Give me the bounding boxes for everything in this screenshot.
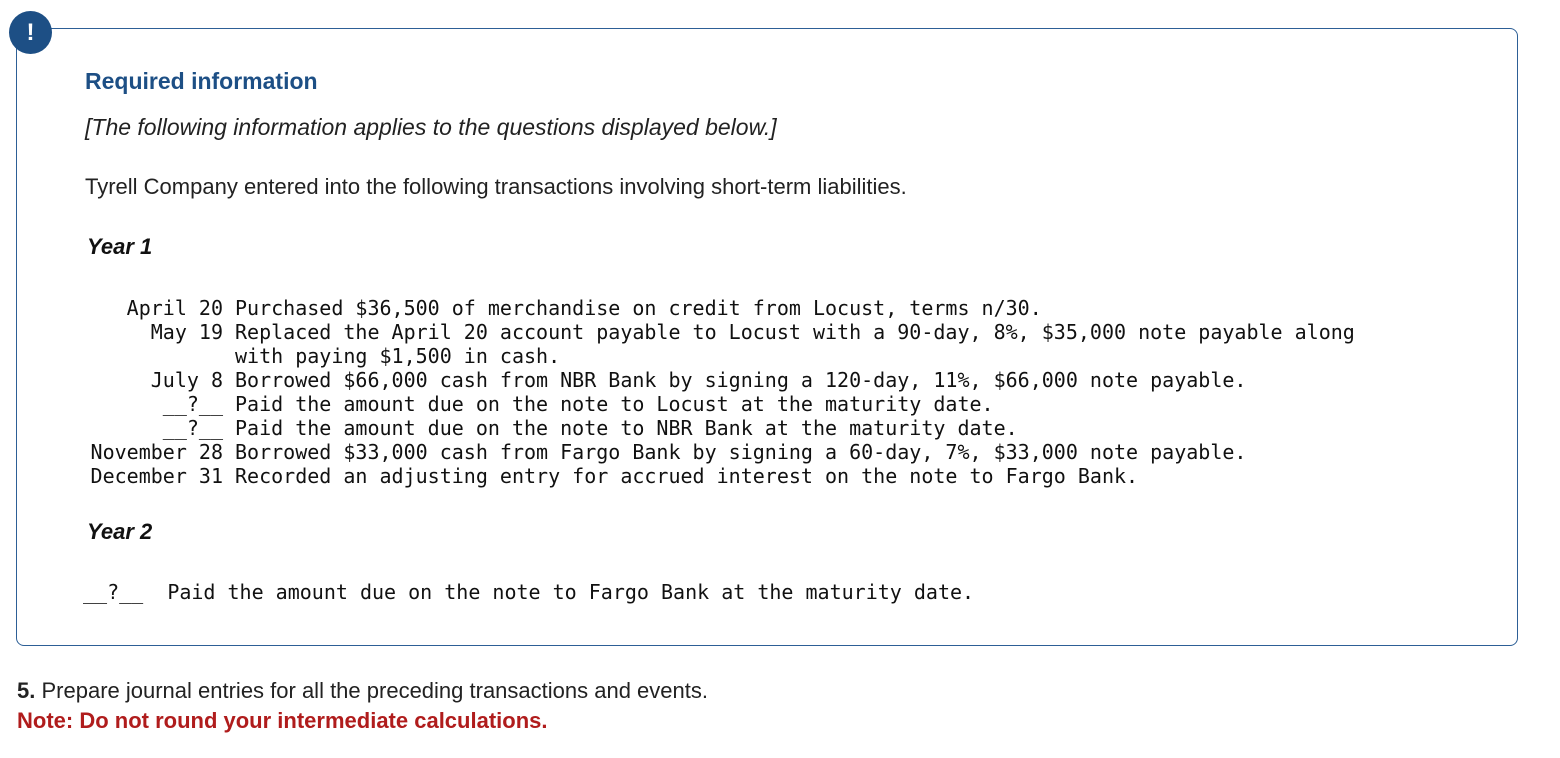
- transaction-date: __?__: [162, 416, 223, 440]
- transaction-description: Replaced the April 20 account payable to Locust with a 90-day, 8%, $35,000 note payable along with paying $1,500 in cash.: [235, 320, 1355, 368]
- transaction-date: December 31: [90, 464, 223, 488]
- transaction-description: Paid the amount due on the note to Fargo Bank at the maturity date.: [167, 580, 975, 604]
- table-row: [83, 440, 1405, 464]
- question-text: Prepare journal entries for all the preceding transactions and events.: [41, 678, 708, 703]
- table-row: [83, 416, 1405, 440]
- panel-subtitle: [The following information applies to the questions displayed below.]: [85, 114, 777, 140]
- transaction-date: April 20: [126, 296, 223, 320]
- year-2-transaction-row: [83, 580, 974, 604]
- transaction-date: May 19: [150, 320, 223, 344]
- transaction-description: Borrowed $66,000 cash from NBR Bank by signing a 120-day, 11%, $66,000 note payable.: [235, 368, 1247, 392]
- year-1-label: Year 1: [87, 234, 153, 259]
- transaction-description: Borrowed $33,000 cash from Fargo Bank by signing a 60-day, 7%, $33,000 note payable.: [235, 440, 1247, 464]
- year-2-label: Year 2: [87, 519, 153, 544]
- year-1-transactions-table: [83, 296, 1405, 488]
- panel-title: Required information: [85, 68, 318, 94]
- question-note: Note: Do not round your intermediate calculations.: [17, 708, 548, 733]
- transaction-description: Purchased $36,500 of merchandise on credit from Locust, terms n/30.: [235, 296, 1042, 320]
- transaction-description: Paid the amount due on the note to NBR Bank at the maturity date.: [235, 416, 1018, 440]
- transaction-date: November 28: [90, 440, 223, 464]
- transaction-date: July 8: [150, 368, 223, 392]
- table-row: [83, 320, 1405, 368]
- table-row: [83, 392, 1405, 416]
- intro-text: Tyrell Company entered into the following transactions involving short-term liabilities.: [85, 174, 907, 199]
- table-row: [83, 296, 1405, 320]
- transaction-description: Recorded an adjusting entry for accrued interest on the note to Fargo Bank.: [235, 464, 1139, 488]
- question-prompt: [17, 678, 708, 704]
- transaction-description: Paid the amount due on the note to Locust at the maturity date.: [235, 392, 994, 416]
- table-row: [83, 368, 1405, 392]
- transaction-date: __?__: [162, 392, 223, 416]
- question-number: 5.: [17, 678, 36, 703]
- alert-icon: !: [9, 11, 52, 54]
- table-row: [83, 464, 1405, 488]
- transaction-date: __?__: [83, 580, 144, 604]
